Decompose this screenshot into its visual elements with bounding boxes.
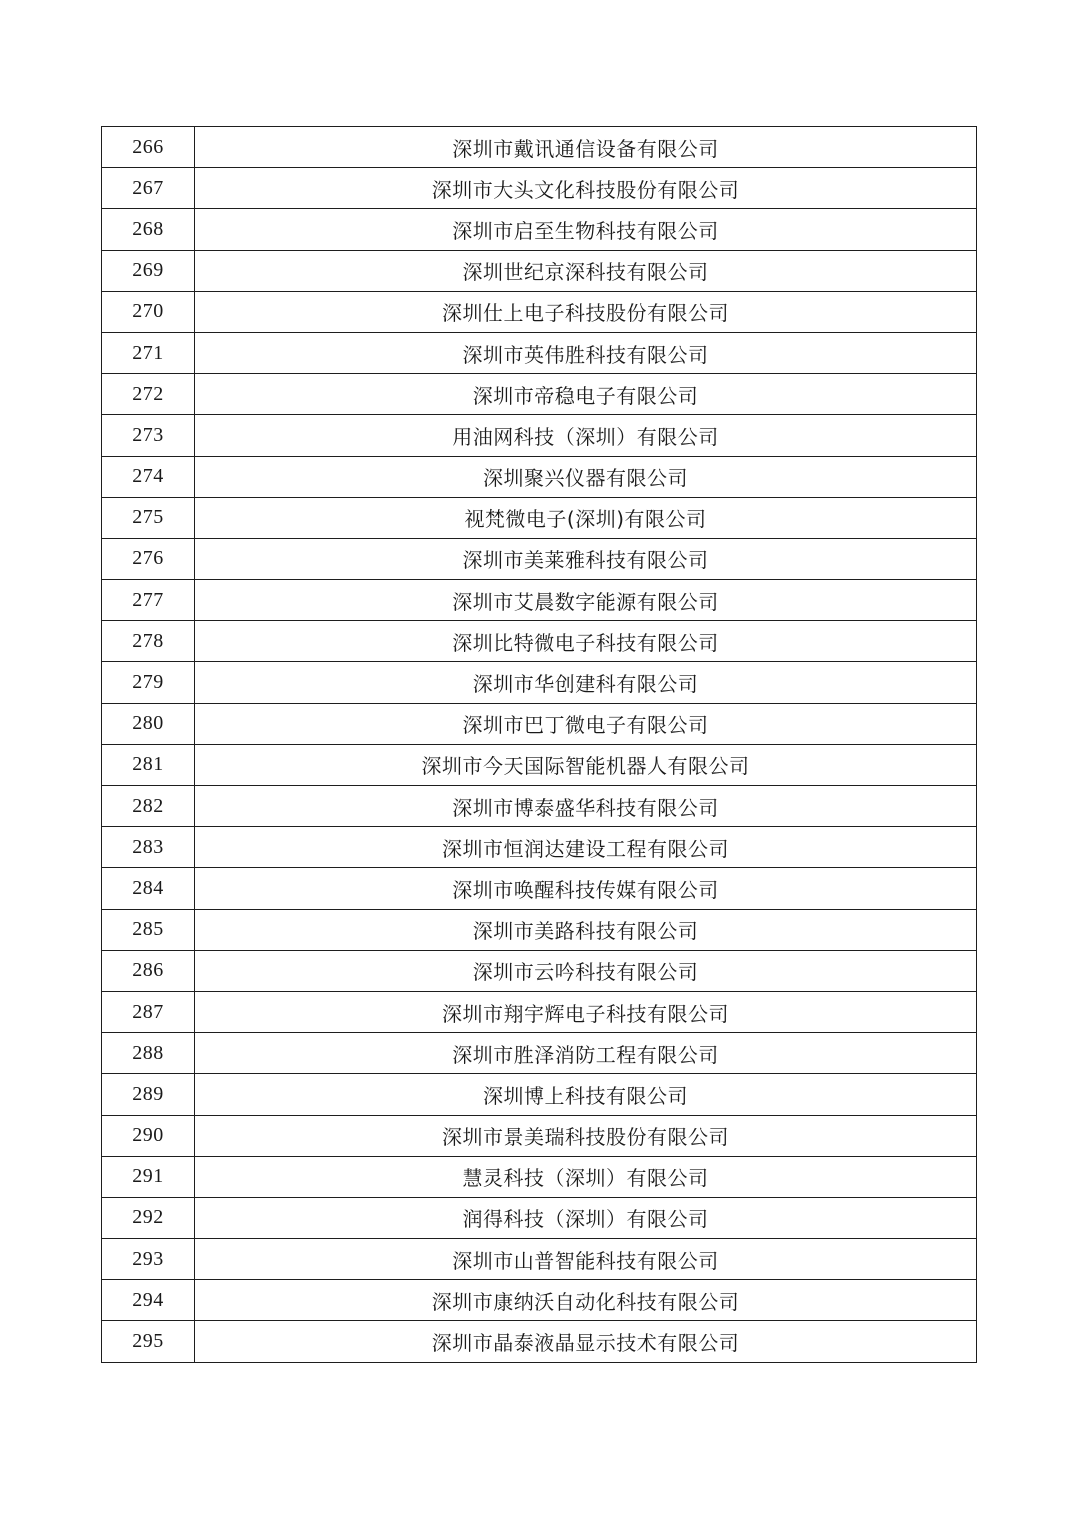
table-row bbox=[102, 580, 977, 621]
row-number: 295 bbox=[102, 1321, 195, 1362]
company-name: 深圳市博泰盛华科技有限公司 bbox=[195, 786, 977, 827]
company-name: 深圳市翔宇辉电子科技有限公司 bbox=[195, 991, 977, 1032]
table-row bbox=[102, 744, 977, 785]
table-row bbox=[102, 1197, 977, 1238]
row-number: 282 bbox=[102, 786, 195, 827]
table-row bbox=[102, 1115, 977, 1156]
table-row bbox=[102, 250, 977, 291]
company-name: 用油网科技（深圳）有限公司 bbox=[195, 415, 977, 456]
company-name: 深圳市艾晨数字能源有限公司 bbox=[195, 580, 977, 621]
row-number: 281 bbox=[102, 744, 195, 785]
row-number: 279 bbox=[102, 662, 195, 703]
company-name: 视梵微电子(深圳)有限公司 bbox=[195, 497, 977, 538]
table-row bbox=[102, 209, 977, 250]
row-number: 273 bbox=[102, 415, 195, 456]
row-number: 270 bbox=[102, 291, 195, 332]
row-number: 284 bbox=[102, 868, 195, 909]
row-number: 291 bbox=[102, 1156, 195, 1197]
row-number: 266 bbox=[102, 127, 195, 168]
row-number: 269 bbox=[102, 250, 195, 291]
row-number: 293 bbox=[102, 1239, 195, 1280]
company-name: 深圳世纪京深科技有限公司 bbox=[195, 250, 977, 291]
company-name: 深圳市山普智能科技有限公司 bbox=[195, 1239, 977, 1280]
table-row bbox=[102, 827, 977, 868]
company-name: 深圳市晶泰液晶显示技术有限公司 bbox=[195, 1321, 977, 1362]
table-row bbox=[102, 291, 977, 332]
table-row bbox=[102, 1156, 977, 1197]
company-name: 润得科技（深圳）有限公司 bbox=[195, 1197, 977, 1238]
table-row bbox=[102, 538, 977, 579]
row-number: 267 bbox=[102, 168, 195, 209]
company-name: 慧灵科技（深圳）有限公司 bbox=[195, 1156, 977, 1197]
table-row bbox=[102, 786, 977, 827]
row-number: 275 bbox=[102, 497, 195, 538]
row-number: 280 bbox=[102, 703, 195, 744]
company-name: 深圳市今天国际智能机器人有限公司 bbox=[195, 744, 977, 785]
table-row bbox=[102, 1239, 977, 1280]
row-number: 290 bbox=[102, 1115, 195, 1156]
row-number: 294 bbox=[102, 1280, 195, 1321]
row-number: 287 bbox=[102, 991, 195, 1032]
table-row bbox=[102, 1074, 977, 1115]
company-name: 深圳市胜泽消防工程有限公司 bbox=[195, 1033, 977, 1074]
company-name: 深圳市景美瑞科技股份有限公司 bbox=[195, 1115, 977, 1156]
row-number: 276 bbox=[102, 538, 195, 579]
table-row bbox=[102, 991, 977, 1032]
table-row bbox=[102, 621, 977, 662]
company-name: 深圳仕上电子科技股份有限公司 bbox=[195, 291, 977, 332]
row-number: 277 bbox=[102, 580, 195, 621]
table-row bbox=[102, 168, 977, 209]
company-name: 深圳市恒润达建设工程有限公司 bbox=[195, 827, 977, 868]
company-name: 深圳市帝稳电子有限公司 bbox=[195, 374, 977, 415]
company-name: 深圳市云吟科技有限公司 bbox=[195, 950, 977, 991]
company-name: 深圳博上科技有限公司 bbox=[195, 1074, 977, 1115]
table-row bbox=[102, 332, 977, 373]
company-name: 深圳市戴讯通信设备有限公司 bbox=[195, 127, 977, 168]
table-row bbox=[102, 415, 977, 456]
row-number: 286 bbox=[102, 950, 195, 991]
row-number: 272 bbox=[102, 374, 195, 415]
company-name: 深圳市巴丁微电子有限公司 bbox=[195, 703, 977, 744]
row-number: 289 bbox=[102, 1074, 195, 1115]
table-row bbox=[102, 909, 977, 950]
table-row bbox=[102, 703, 977, 744]
table-row bbox=[102, 127, 977, 168]
table-row bbox=[102, 374, 977, 415]
table-row bbox=[102, 1321, 977, 1362]
row-number: 283 bbox=[102, 827, 195, 868]
company-name: 深圳市康纳沃自动化科技有限公司 bbox=[195, 1280, 977, 1321]
row-number: 278 bbox=[102, 621, 195, 662]
row-number: 288 bbox=[102, 1033, 195, 1074]
company-name: 深圳市英伟胜科技有限公司 bbox=[195, 332, 977, 373]
table-row bbox=[102, 950, 977, 991]
company-name: 深圳聚兴仪器有限公司 bbox=[195, 456, 977, 497]
row-number: 274 bbox=[102, 456, 195, 497]
row-number: 292 bbox=[102, 1197, 195, 1238]
table-body bbox=[102, 127, 977, 1363]
row-number: 271 bbox=[102, 332, 195, 373]
table-row bbox=[102, 497, 977, 538]
company-list-table bbox=[101, 126, 977, 1363]
row-number: 285 bbox=[102, 909, 195, 950]
company-name: 深圳比特微电子科技有限公司 bbox=[195, 621, 977, 662]
company-name: 深圳市美路科技有限公司 bbox=[195, 909, 977, 950]
table-row bbox=[102, 1033, 977, 1074]
table-row bbox=[102, 456, 977, 497]
company-name: 深圳市唤醒科技传媒有限公司 bbox=[195, 868, 977, 909]
table-row bbox=[102, 868, 977, 909]
company-name: 深圳市大头文化科技股份有限公司 bbox=[195, 168, 977, 209]
company-name: 深圳市美莱雅科技有限公司 bbox=[195, 538, 977, 579]
table-row bbox=[102, 662, 977, 703]
row-number: 268 bbox=[102, 209, 195, 250]
table-row bbox=[102, 1280, 977, 1321]
company-name: 深圳市启至生物科技有限公司 bbox=[195, 209, 977, 250]
company-name: 深圳市华创建科有限公司 bbox=[195, 662, 977, 703]
